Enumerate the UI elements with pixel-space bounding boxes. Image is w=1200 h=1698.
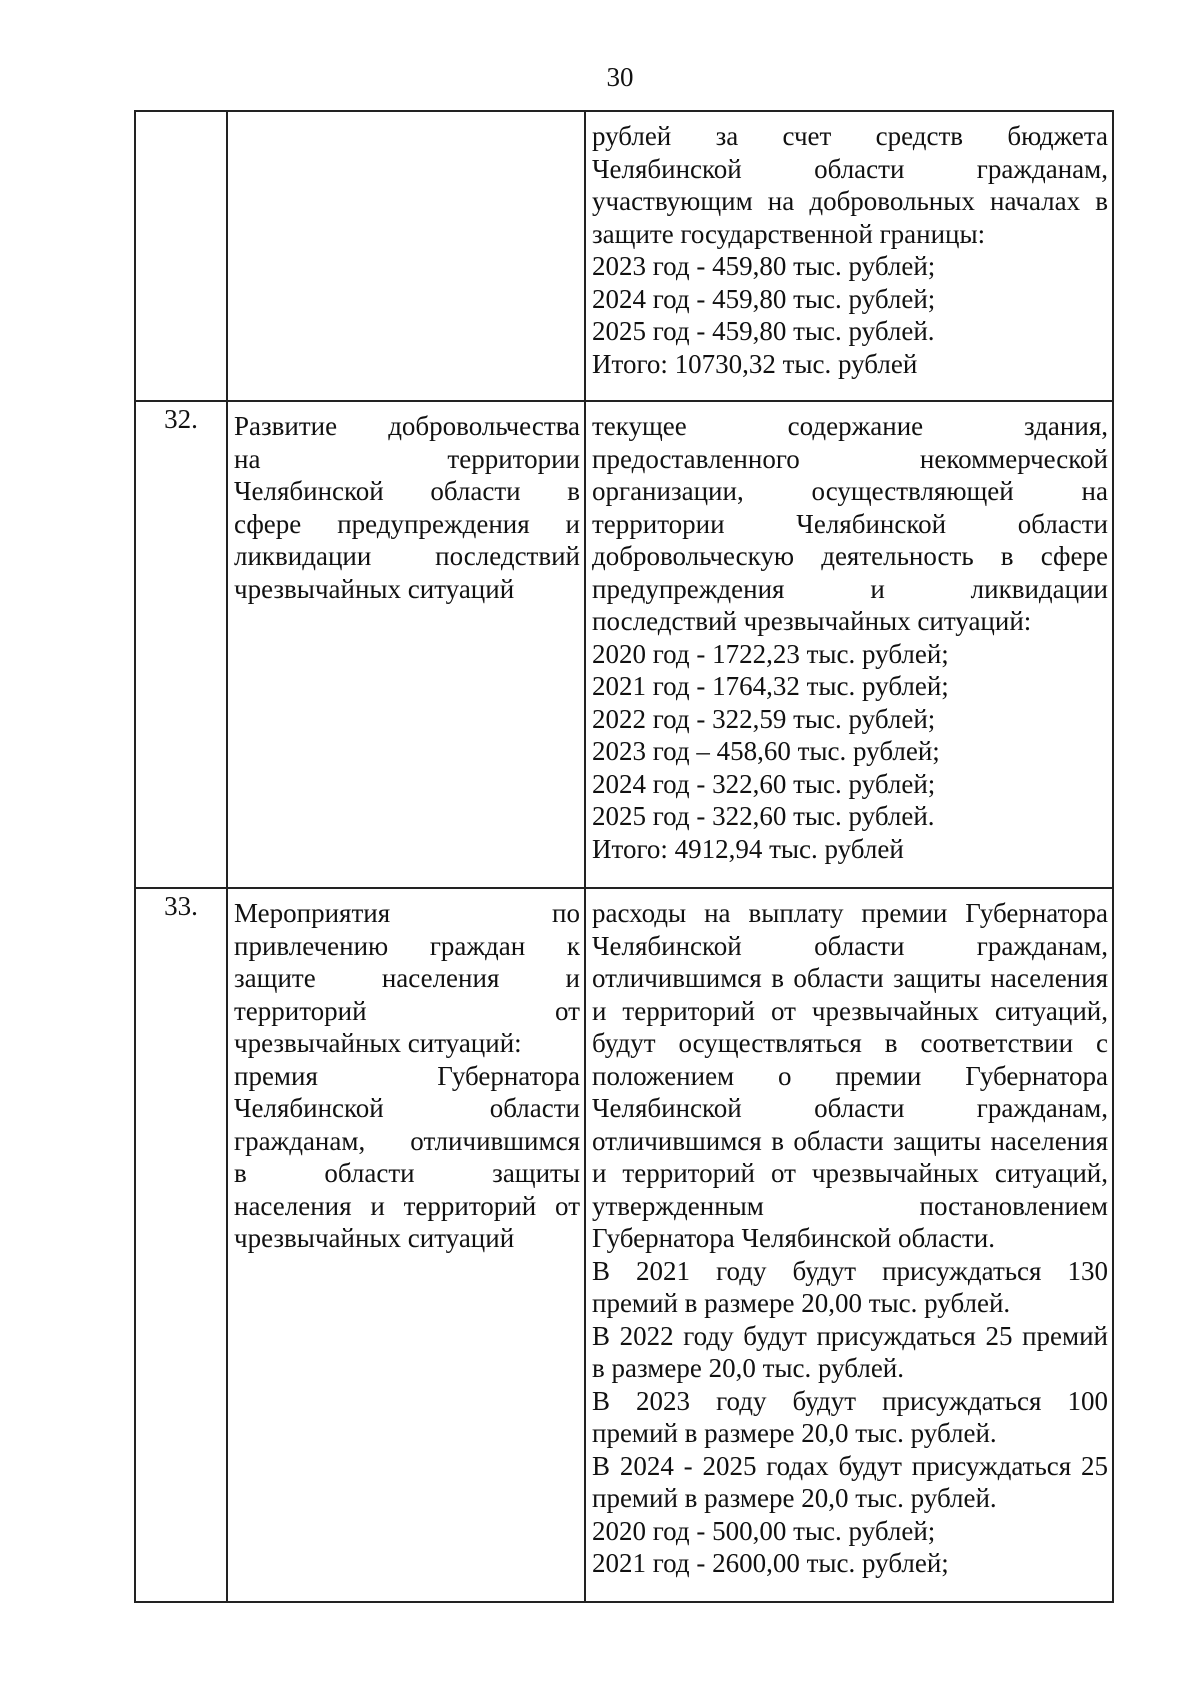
text-line: защите государственной границы: — [592, 218, 986, 249]
text-line: В 2022 году будут присуждаться 25 премий — [592, 1320, 1108, 1351]
text-line: добровольческую деятельность в сфере — [592, 541, 1108, 571]
text-line: премий в размере 20,00 тыс. рублей. — [592, 1288, 1011, 1318]
text-line: 2024 год - 459,80 тыс. рублей; — [592, 283, 936, 314]
text-line: Челябинской области гражданам, — [592, 153, 1108, 184]
text-line: Челябинской области — [234, 1093, 580, 1123]
table-row — [135, 888, 1113, 1602]
text-line: территорий от — [234, 995, 580, 1026]
text-line: 2020 год - 1722,23 тыс. рублей; — [592, 638, 949, 669]
text-line: Итого: 4912,94 тыс. рублей — [592, 833, 904, 864]
measure-description — [585, 401, 1113, 888]
text-line: 2020 год - 500,00 тыс. рублей; — [592, 1515, 936, 1546]
text-line: В 2024 - 2025 годах будут присуждаться 25 — [592, 1450, 1108, 1481]
text-line: премий в размере 20,0 тыс. рублей. — [592, 1418, 997, 1448]
text-line: в размере 20,0 тыс. рублей. — [592, 1353, 905, 1383]
text-line: чрезвычайных ситуаций — [234, 573, 515, 604]
text-line: положением о премии Губернатора — [592, 1060, 1108, 1091]
text-line: чрезвычайных ситуаций — [234, 1223, 515, 1253]
text-line: ликвидации последствий — [234, 541, 580, 571]
text-line: текущее содержание здания, — [592, 411, 1108, 441]
measure-description — [585, 888, 1113, 1602]
row-number: 32. — [135, 401, 227, 888]
text-line: Итого: 10730,32 тыс. рублей — [592, 348, 918, 379]
text-line: будут осуществляться в соответствии с — [592, 1028, 1108, 1058]
text-line: премий в размере 20,0 тыс. рублей. — [592, 1483, 997, 1513]
measure-description — [585, 111, 1113, 401]
text-line: в области защиты — [234, 1158, 580, 1188]
table-row — [135, 401, 1113, 888]
table-row — [135, 111, 1113, 401]
measure-name — [227, 111, 585, 401]
text-line: 2023 год – 458,60 тыс. рублей; — [592, 736, 940, 766]
text-line: сфере предупреждения и — [234, 508, 580, 539]
row-number — [135, 111, 227, 401]
text-line: утвержденным постановлением — [592, 1190, 1108, 1221]
text-line: 2021 год - 1764,32 тыс. рублей; — [592, 671, 949, 701]
text-line: и территорий от чрезвычайных ситуаций, — [592, 1158, 1108, 1188]
text-line: населения и территорий от — [234, 1190, 580, 1221]
text-line: Челябинской области гражданам, — [592, 1093, 1108, 1123]
text-line: В 2023 году будут присуждаться 100 — [592, 1385, 1108, 1416]
text-line: расходы на выплату премии Губернатора — [592, 898, 1108, 928]
text-line: на территории — [234, 443, 580, 474]
text-line: защите населения и — [234, 963, 580, 993]
text-line: рублей за счет средств бюджета — [592, 121, 1108, 151]
measures-table — [134, 110, 1114, 1603]
text-line: Мероприятия по — [234, 898, 580, 928]
text-line: 2025 год - 459,80 тыс. рублей. — [592, 316, 935, 346]
text-line: привлечению граждан к — [234, 930, 580, 961]
text-line: Челябинской области гражданам, — [592, 930, 1108, 961]
text-line: отличившимся в области защиты населения — [592, 1125, 1108, 1156]
text-line: и территорий от чрезвычайных ситуаций, — [592, 995, 1108, 1026]
text-line: 2024 год - 322,60 тыс. рублей; — [592, 768, 936, 799]
text-line: территории Челябинской области — [592, 508, 1108, 539]
text-line: Губернатора Челябинской области. — [592, 1223, 995, 1253]
text-line: премия Губернатора — [234, 1060, 580, 1091]
text-line: отличившимся в области защиты населения — [592, 963, 1108, 993]
text-line: гражданам, отличившимся — [234, 1125, 580, 1156]
measure-name — [227, 888, 585, 1602]
text-line: предоставленного некоммерческой — [592, 443, 1108, 474]
text-line: участвующим на добровольных началах в — [592, 186, 1108, 216]
text-line: организации, осуществляющей на — [592, 476, 1108, 506]
measure-name — [227, 401, 585, 888]
text-line: Развитие добровольчества — [234, 411, 580, 441]
text-line: 2025 год - 322,60 тыс. рублей. — [592, 801, 935, 831]
text-line: Челябинской области в — [234, 476, 580, 506]
text-line: 2023 год - 459,80 тыс. рублей; — [592, 251, 936, 281]
text-line: чрезвычайных ситуаций: — [234, 1028, 522, 1058]
text-line: последствий чрезвычайных ситуаций: — [592, 606, 1032, 636]
text-line: предупреждения и ликвидации — [592, 573, 1108, 604]
text-line: 2021 год - 2600,00 тыс. рублей; — [592, 1548, 949, 1578]
row-number: 33. — [135, 888, 227, 1602]
page-number: 30 — [606, 62, 634, 92]
text-line: 2022 год - 322,59 тыс. рублей; — [592, 703, 936, 734]
text-line: В 2021 году будут присуждаться 130 — [592, 1255, 1108, 1286]
